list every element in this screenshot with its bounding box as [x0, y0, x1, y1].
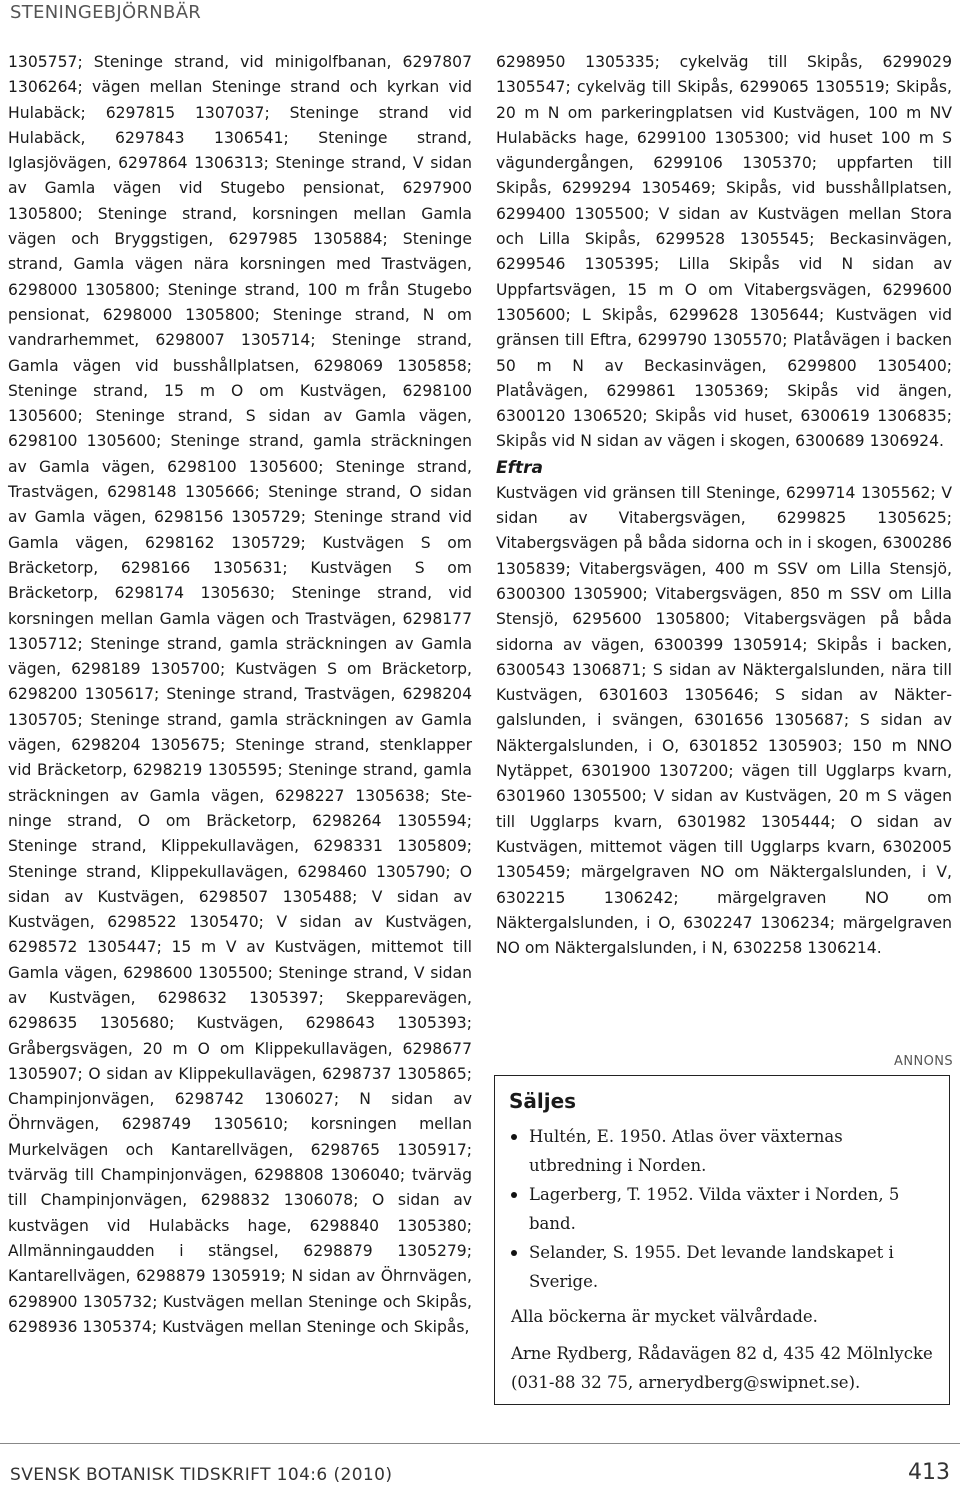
advert-tag: ANNONS [894, 1054, 953, 1069]
left-column [8, 50, 472, 1340]
right-column [496, 50, 952, 961]
section-heading-eftra: Eftra [496, 457, 543, 478]
advert-box [494, 1075, 950, 1405]
advert-book-item: Hultén, E. 1950. Atlas över växternas utbredning i Norden. [509, 1122, 935, 1180]
locality-list-text: 1305757; Steninge strand, vid minigolfbanan, 6297807 1306264; vägen mellan Steninge strand och kyrkan vid Hulabäck; 6297815 1307037; Steninge strand vid Hulabäck, 6297843 1306541; Steninge strand, Iglasjövägen, 6297864 1306313; Steninge strand, V sidan av Gamla vägen vid Stugebo pensionat, 6297900 1305800; Steninge strand, korsningen mellan Gamla vägen och Bryggstigen, 6297985 1305884; Steninge strand, Gamla vägen nära korsningen med Trastvägen, 6298000 1305800; Steninge strand, 100 m från Stugebo pensionat, 6298000 1305800; Steninge strand, N om vandrarhemmet, 6298007 1305714; Steninge strand, Gamla vägen vid busshållplatsen, 6298069 1305858; Steninge strand, 15 m O om Kustvägen, 6298100 1305600; Steninge strand, S sidan av Gamla vägen, 6298100 1305600; Steninge strand, gamla sträckningen av Gamla vägen, 6298100 1305600; Steninge strand, Trastvägen, 6298148 1305666; Steninge strand, O sidan av Gamla vägen, 6298156 1305729; Steninge strand vid Gamla vägen, 6298162 1305729; Kustvägen S om Bräcketorp, 6298166 1305631; Kustvägen S om Bräcketorp, 6298174 1305630; Steninge strand, vid korsningen mellan Gamla vägen och Trastvägen, 6298177 1305712; Steninge strand, gamla sträckningen av Gamla vägen, 6298189 1305700; Kustvägen S om Bräcketorp, 6298200 1305617; Steninge strand, Trastvägen, 6298204 1305705; Steninge strand, gamla sträckningen av Gamla vägen, 6298204 1305675; Steninge strand, stenklapper vid Bräcketorp, 6298219 1305595; Steninge strand, gamla sträckningen av Gamla vägen, 6298227 1305638; Steninge strand, O om Bräcketorp, 6298264 1305594; Steninge strand, Klippekullavägen, 6298331 1305809; Steninge strand, Klippekullavägen, 6298460 1305790; O sidan av Kustvägen, 6298507 1305488; V sidan av Kustvägen, 6298522 1305470; V sidan av Kustvägen, 6298572 1305447; 15 m V av Kustvägen, mittemot till Gamla vägen, 6298600 1305500; Steninge strand, V sidan av Kustvägen, 6298632 1305397; Skepparevägen, 6298635 1305680; Kustvägen, 6298643 1305393; Gråbergsvägen, 20 m O om Klippekullavägen, 6298677 1305907; O sidan av Klippekullavägen, 6298737 1305865; Champinjonvägen, 6298742 1306027; N sidan av Öhrnvägen, 6298749 1305610; korsningen mellan Murkelvägen och Kantarellvägen, 6298765 1305917; tvärväg till Champinjonvägen, 6298808 1306040; tvärväg till Champinjonvägen, 6298832 1306078; O sidan av kustvägen vid Hulabäcks hage, 6298840 1305380; Allmänningaudden i stängsel, 6298879 1305279; Kantarellvägen, 6298879 1305919; N sidan av Öhrnvägen, 6298900 1305732; Kustvägen mellan Steninge och Skipås, 6298936 1305374; Kustvägen mellan Steninge och Skipås, [8, 53, 472, 1336]
advert-note: Alla böckerna är mycket välvårdade. [511, 1307, 818, 1326]
running-head: STENINGEBJÖRNBÄR [10, 2, 202, 23]
eftra-locality-text: Kustvägen vid gränsen till Steninge, 6299714 1305562; V sidan av Vitabergsvägen, 6299825 1305625; Vitabergsvägen på båda sidorna och in i skogen, 6300286 1305839; Vitabergsvägen, 400 m SSV om Lilla Stensjö, 6300300 1305900; Vitabergsvägen, 850 m SSV om Lilla Stensjö, 6295600 1305800; Vitabergsvägen på båda sidorna av vägen, 6300399 1305914; Skipås i backen, 6300543 1306871; S sidan av Näktergalslunden, nära till Kustvägen, 6301603 1305646; S sidan av Näktergalslunden, i svängen, 6301656 1305687; S sidan av Näktergalslunden, i O, 6301852 1305903; 150 m NNO Nytäppet, 6301900 1307200; vägen till Ugglarps kvarn, 6301960 1305500; V sidan av Kustvägen, 20 m S vägen till Ugglarps kvarn, 6301982 1305444; O sidan av Kustvägen, mittemot vägen till Ugglarps kvarn, 6302005 1305459; märgelgraven NO om Näktergalslunden, i V, 6302215 1306242; märgelgraven NO om Näktergalslunden, i O, 6302247 1306234; märgelgraven NO om Näktergalslunden, i N, 6302258 1306214. [496, 483, 952, 958]
advert-book-list [509, 1122, 935, 1296]
advert-book-item: Lagerberg, T. 1952. Vilda växter i Norden, 5 band. [509, 1180, 935, 1238]
advert-book-item: Selander, S. 1955. Det levande landskapet i Sverige. [509, 1238, 935, 1296]
advert-title: Säljes [509, 1089, 577, 1113]
advert-contact: Arne Rydberg, Rådavägen 82 d, 435 42 Mölnlycke (031-88 32 75, arnerydberg@swipnet.se). [511, 1344, 933, 1392]
footer-journal-name: SVENSK BOTANISK TIDSKRIFT 104:6 (2010) [10, 1465, 393, 1485]
locality-list-text-continued: 6298950 1305335; cykelväg till Skipås, 6299029 1305547; cykelväg till Skipås, 6299065 1305519; Skipås, 20 m N om parkeringplatsen vid Kustvägen, 100 m NV Hulabäcks hage, 6299100 1305300; vid huset 100 m S vägundergången, 6299106 1305370; uppfarten till Skipås, 6299294 1305469; Skipås, vid busshållplatsen, 6299400 1305500; V sidan av Kustvägen mellan Stora och Lilla Skipås, 6299528 1305545; Beckasinvägen, 6299546 1305395; Lilla Skipås vid N sidan av Uppfartsvägen, 15 m O om Vitabergsvägen, 6299600 1305600; L Skipås, 6299628 1305644; Kustvägen vid gränsen till Eftra, 6299790 1305570; Platåvägen i backen 50 m N av Beckasinvägen, 6299800 1305400; Platåvägen, 6299861 1305369; Skipås vid ängen, 6300120 1306520; Skipås vid huset, 6300619 1306835; Skipås vid N sidan av vägen i skogen, 6300689 1306924. [496, 53, 952, 451]
page-number: 413 [908, 1460, 950, 1485]
footer-divider [0, 1443, 960, 1444]
